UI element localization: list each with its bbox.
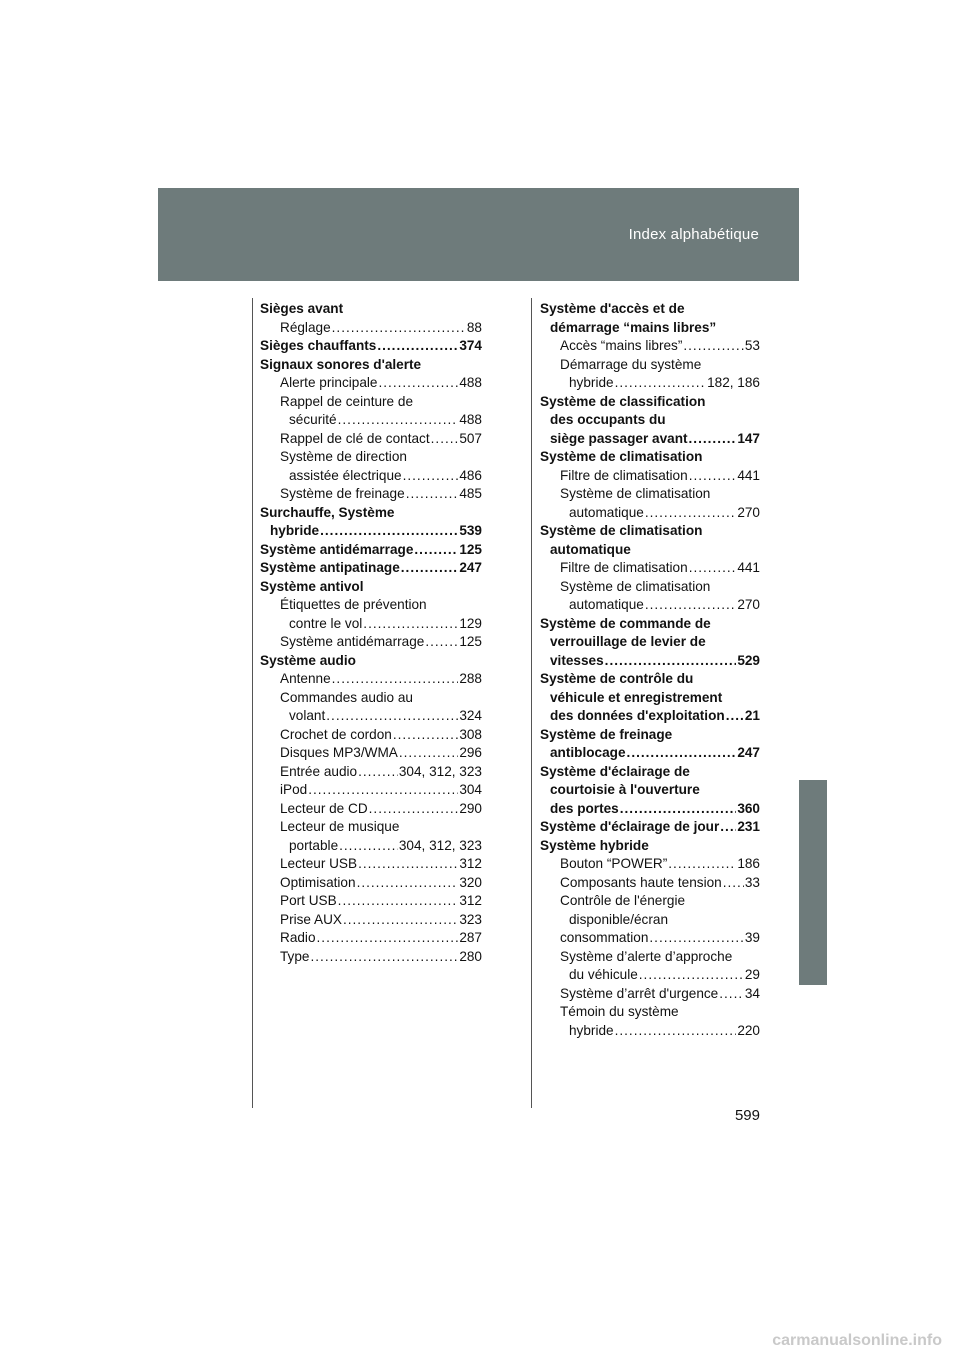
index-entry [540,670,760,689]
entry-page: 220 [737,1022,760,1038]
entry-page: 231 [737,819,760,834]
leader-dots [719,985,744,1004]
entry-label: des données d'exploitation [550,708,725,723]
entry-label: Rappel de ceinture de [280,393,414,409]
leader-dots [369,800,459,819]
leader-dots [683,337,744,356]
index-entry [260,929,482,948]
leader-dots [645,596,736,615]
index-entry [260,707,482,726]
index-entry [260,319,482,338]
leader-dots [358,763,398,782]
header-bar [158,188,799,281]
entry-label: Entrée audio [280,763,358,779]
leader-dots [308,781,458,800]
entry-label: Lecteur de musique [280,819,400,834]
entry-page: 186 [737,856,760,871]
index-entry [540,689,760,708]
leader-dots [357,874,459,893]
entry-page: 529 [737,652,760,668]
entry-label: véhicule et enregistrement [550,689,723,705]
leader-dots [605,652,737,671]
leader-dots [615,1022,737,1041]
leader-dots [627,744,737,763]
leader-dots [326,707,458,726]
entry-label: Système antidémarrage [280,634,425,649]
leader-dots [431,430,459,449]
entry-label: Prise AUX [280,911,342,927]
index-entry [540,300,760,319]
entry-page: 287 [459,930,482,945]
index-entry [540,522,760,541]
index-entry [260,504,482,523]
entry-label: Lecteur de CD [280,800,368,816]
entry-page: 308 [459,726,482,742]
index-entry [260,467,482,486]
index-entry [260,615,482,634]
entry-page: 88 [466,319,482,335]
entry-page: 486 [459,467,482,483]
entry-label: Système de climatisation [560,578,711,594]
entry-page: 290 [459,800,482,816]
entry-label: Disques MP3/WMA [280,745,398,760]
entry-label: vitesses [550,652,604,668]
entry-page: 320 [459,874,482,890]
entry-page: 360 [737,800,760,816]
index-entry [260,448,482,467]
entry-page: 488 [459,375,482,390]
index-entry [260,300,482,319]
index-entry [260,911,482,930]
entry-label: automatique [569,504,644,520]
index-entry [540,966,760,985]
entry-label: Système de classification [540,393,706,409]
entry-page: 39 [744,930,760,945]
entry-label: Système de commande de [540,615,711,631]
entry-page: 33 [744,874,760,890]
leader-dots [723,874,744,893]
index-entry [260,781,482,800]
index-entry [260,874,482,893]
entry-page: 539 [459,523,482,538]
entry-label: hybride [569,1022,614,1038]
index-entry [540,818,760,837]
index-entry [540,485,760,504]
index-column-left [260,300,482,966]
entry-page: 34 [744,985,760,1001]
entry-label: Surchauffe, Système [260,504,395,520]
entry-label: verrouillage de levier de [550,634,706,649]
leader-dots [317,929,459,948]
leader-dots [320,522,458,541]
index-entry [540,411,760,430]
leader-dots [399,744,458,763]
leader-dots [645,504,736,523]
entry-label: Système de freinage [280,486,405,501]
entry-page: 304 [459,782,482,797]
leader-dots [726,707,744,726]
entry-label: Bouton “POWER” [560,856,668,871]
leader-dots [689,467,737,486]
entry-label: Signaux sonores d'alerte [260,356,422,372]
entry-label: Démarrage du système [560,356,702,372]
entry-label: hybride [569,375,614,390]
index-entry [260,411,482,430]
entry-label: Sièges avant [260,301,344,316]
section-title: Index alphabétique [628,226,759,243]
entry-label: Système antivol [260,578,364,594]
leader-dots [425,633,458,652]
index-entry [540,948,760,967]
index-entry [260,393,482,412]
leader-dots [401,559,459,578]
index-entry [260,356,482,375]
index-entry [540,707,760,726]
index-entry [540,1022,760,1041]
index-entry [260,837,482,856]
leader-dots [363,615,458,634]
leader-dots [720,818,736,837]
leader-dots [343,911,458,930]
entry-page: 280 [459,948,482,964]
index-entry [260,892,482,911]
leader-dots [310,948,458,967]
entry-label: Système de freinage [540,726,673,742]
entry-label: Système d'accès et de [540,301,685,316]
entry-page: 296 [459,745,482,760]
center-rule [531,298,532,1108]
index-entry [540,596,760,615]
entry-page: 125 [459,634,482,649]
index-entry [540,800,760,819]
entry-page: 441 [737,560,760,575]
entry-label: automatique [550,541,631,557]
index-entry [260,596,482,615]
leader-dots [358,855,458,874]
entry-label: Système d'éclairage de jour [540,819,720,834]
index-entry [540,504,760,523]
entry-page: 125 [459,541,482,557]
leader-dots [615,374,706,393]
entry-label: courtoisie à l'ouverture [550,782,700,797]
entry-page: 270 [737,504,760,520]
entry-label: Système antidémarrage [260,541,414,557]
entry-page: 53 [744,338,760,353]
entry-label: Système antipatinage [260,560,400,575]
index-entry [540,652,760,671]
entry-label: Antenne [280,671,331,686]
entry-page: 29 [744,967,760,982]
entry-label: Témoin du système [560,1004,679,1019]
entry-page: 312 [459,893,482,908]
entry-label: Système de direction [280,449,407,464]
index-entry [540,726,760,745]
leader-dots [414,541,458,560]
leader-dots [403,467,459,486]
entry-label: Étiquettes de prévention [280,597,427,612]
index-entry [540,430,760,449]
index-entry [540,319,760,338]
index-entry [260,633,482,652]
leader-dots [649,929,743,948]
index-entry [260,818,482,837]
entry-label: Système d'éclairage de [540,763,690,779]
index-entry [540,855,760,874]
entry-label: Optimisation [280,874,356,890]
entry-label: disponible/écran [569,911,668,927]
left-rule [252,298,253,1108]
leader-dots [338,411,459,430]
index-entry [540,1003,760,1022]
entry-label: Crochet de cordon [280,726,392,742]
entry-label: Radio [280,930,316,945]
index-entry [540,781,760,800]
index-entry [540,929,760,948]
index-entry [540,837,760,856]
entry-label: démarrage “mains libres” [550,319,717,335]
entry-label: Système hybride [540,837,649,853]
index-entry [540,559,760,578]
index-entry [260,744,482,763]
index-entry [260,559,482,578]
entry-label: Accès “mains libres” [560,338,683,353]
entry-label: volant [289,708,326,723]
entry-label: Réglage [280,319,331,335]
entry-page: 323 [459,911,482,927]
index-entry [260,374,482,393]
index-entry [260,541,482,560]
index-entry [260,800,482,819]
index-entry [260,670,482,689]
entry-label: Alerte principale [280,375,378,390]
entry-label: hybride [270,523,320,538]
entry-label: Système d’alerte d’approche [560,948,733,964]
entry-label: Sièges chauffants [260,338,377,353]
index-entry [260,430,482,449]
leader-dots [689,430,737,449]
entry-label: assistée électrique [289,467,402,483]
leader-dots [620,800,737,819]
entry-label: Système de climatisation [540,523,703,538]
entry-label: Rappel de clé de contact [280,430,430,446]
index-entry [540,615,760,634]
leader-dots [338,892,459,911]
entry-label: Système audio [260,652,356,668]
entry-page: 304, 312, 323 [398,763,482,779]
index-entry [260,337,482,356]
entry-page: 21 [744,708,760,723]
entry-page: 374 [459,338,482,353]
index-column-right [540,300,760,1040]
index-entry [540,892,760,911]
index-entry [260,855,482,874]
index-entry [540,448,760,467]
entry-label: Système de contrôle du [540,671,694,686]
leader-dots [339,837,398,856]
entry-label: Port USB [280,893,337,908]
entry-label: Lecteur USB [280,856,358,871]
index-entry [260,578,482,597]
leader-dots [332,670,459,689]
leader-dots [668,855,736,874]
index-entry [540,541,760,560]
index-entry [540,911,760,930]
leader-dots [378,374,458,393]
index-entry [260,726,482,745]
entry-label: automatique [569,597,644,612]
entry-page: 270 [737,597,760,612]
entry-label: Contrôle de l'énergie [560,893,686,908]
leader-dots [689,559,737,578]
entry-label: Composants haute tension [560,874,722,890]
index-entry [260,522,482,541]
entry-label: Type [280,948,310,964]
index-entry [540,874,760,893]
page-number: 599 [734,1107,760,1124]
entry-label: Filtre de climatisation [560,560,688,575]
index-entry [260,948,482,967]
leader-dots [393,726,458,745]
entry-label: portable [289,837,339,853]
chapter-tab [799,780,827,985]
entry-label: des occupants du [550,412,666,427]
index-entry [540,633,760,652]
entry-label: antiblocage [550,745,626,760]
entry-page: 304, 312, 323 [398,837,482,853]
entry-page: 488 [459,412,482,427]
index-entry [260,652,482,671]
index-entry [540,763,760,782]
entry-page: 312 [459,856,482,871]
entry-page: 507 [459,430,482,446]
entry-label: Système d’arrêt d'urgence [560,985,719,1001]
leader-dots [332,319,466,338]
entry-page: 485 [459,486,482,501]
entry-page: 288 [459,671,482,686]
entry-page: 247 [459,560,482,575]
index-entry [540,467,760,486]
entry-label: Système de climatisation [540,449,703,464]
entry-label: des portes [550,800,619,816]
index-entry [540,374,760,393]
watermark: carmanualsonline.info [772,1332,942,1349]
entry-label: Filtre de climatisation [560,467,688,483]
entry-page: 129 [459,615,482,631]
entry-page: 324 [459,708,482,723]
index-entry [540,744,760,763]
entry-page: 182, 186 [707,375,760,390]
entry-label: Système de climatisation [560,486,711,501]
index-entry [540,356,760,375]
entry-label: contre le vol [289,615,363,631]
entry-page: 147 [737,430,760,446]
entry-page: 247 [737,745,760,760]
index-entry [540,985,760,1004]
leader-dots [377,337,458,356]
leader-dots [406,485,459,504]
index-entry [540,578,760,597]
entry-label: sécurité [289,412,337,427]
entry-label: iPod [280,782,308,797]
entry-label: siège passager avant [550,430,688,446]
entry-label: consommation [560,930,649,945]
entry-label: du véhicule [569,967,638,982]
index-entry [540,393,760,412]
leader-dots [639,966,744,985]
index-entry [260,763,482,782]
index-entry [260,689,482,708]
entry-label: Commandes audio au [280,689,413,705]
index-entry [540,337,760,356]
entry-page: 441 [737,467,760,483]
index-entry [260,485,482,504]
